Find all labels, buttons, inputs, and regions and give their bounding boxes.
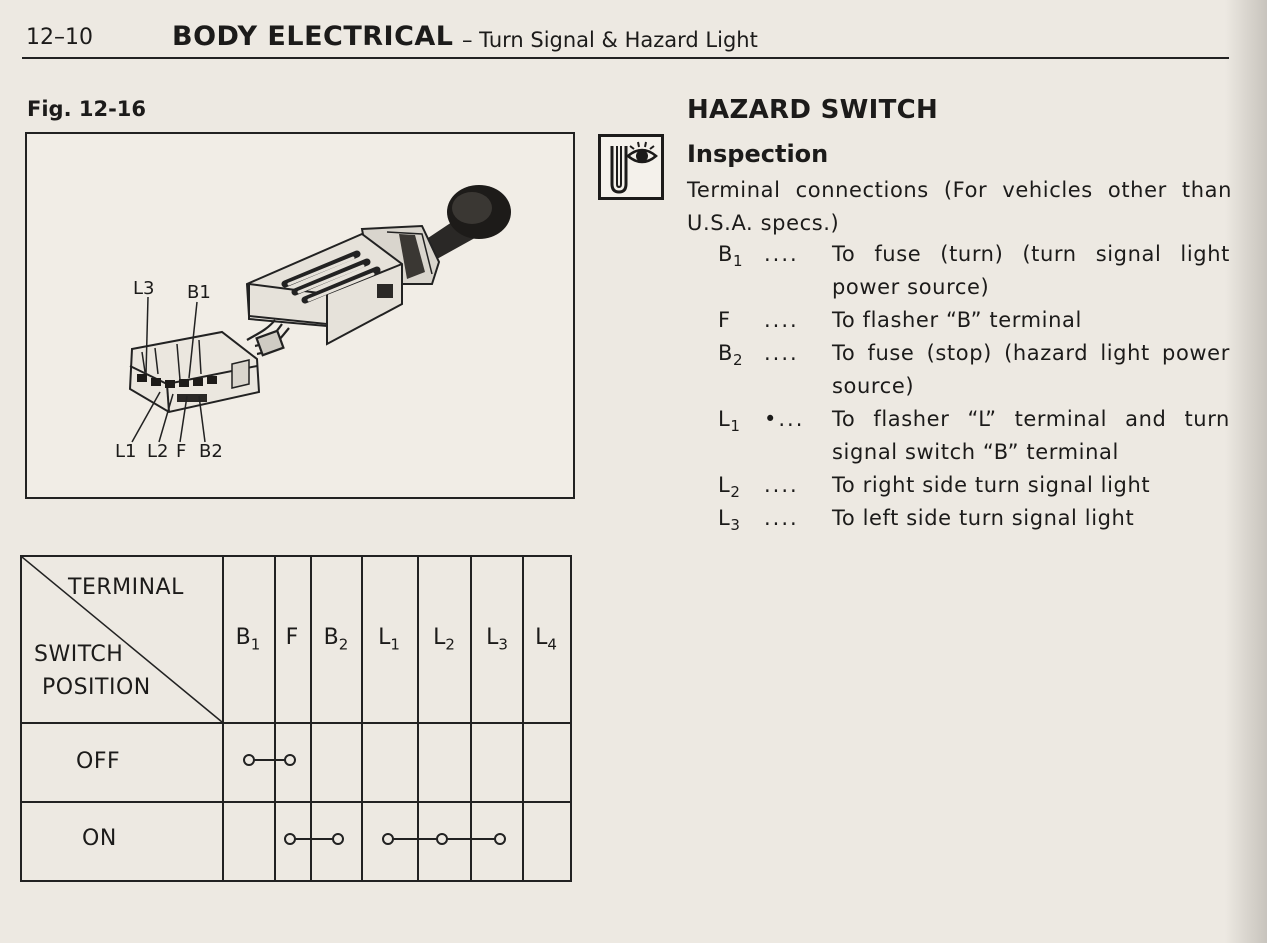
- terminal-row-l1-cont: [718, 436, 1230, 469]
- terminal-row-l3: [718, 502, 1230, 535]
- corner-label-position: POSITION: [42, 675, 151, 700]
- terminal-description: To flasher “L” terminal and turn: [832, 407, 1230, 431]
- terminal-description: To flasher “B” terminal: [832, 308, 1082, 332]
- column-header-b1: $B_1$: [235, 625, 261, 654]
- terminal-node: [244, 755, 254, 765]
- terminal-node: [437, 834, 447, 844]
- leader-dots: ....: [764, 506, 799, 530]
- column-header-f: F: [285, 625, 299, 650]
- intro-paragraph: [687, 174, 1232, 240]
- intro-word: Terminal: [687, 178, 781, 202]
- switch-body: [247, 234, 402, 344]
- terminal-description-cont: source): [832, 374, 915, 398]
- callout-f: F: [176, 441, 187, 462]
- callout-l3: L3: [133, 278, 155, 299]
- terminal-row-b1-cont: [718, 271, 1230, 304]
- on-continuity: [285, 834, 505, 844]
- wire-harness: [247, 320, 289, 355]
- terminal-description-cont: power source): [832, 275, 990, 299]
- terminal-description: To right side turn signal light: [832, 473, 1151, 497]
- column-header-l2: $L_2$: [433, 625, 455, 654]
- callout-b2: B2: [199, 441, 223, 462]
- leader-dots: ....: [764, 473, 799, 497]
- column-header-b2: $B_2$: [323, 625, 349, 654]
- leader-dots: •...: [764, 407, 805, 431]
- row-label-off: OFF: [76, 749, 121, 774]
- column-header-l4: $L_4$: [535, 625, 557, 654]
- callout-l2: L2: [147, 441, 169, 462]
- page-number: 12–10: [26, 25, 93, 50]
- page-edge-shadow: [1225, 0, 1267, 943]
- column-header-l1: $L_1$: [378, 625, 400, 654]
- intro-word: other: [1107, 178, 1167, 202]
- intro-word: connections: [795, 178, 929, 202]
- terminal-list: [718, 238, 1230, 535]
- leader-dots: ....: [764, 308, 799, 332]
- terminal-row-b1: [718, 238, 1230, 271]
- terminal-row-f: [718, 304, 1230, 337]
- terminal-code: F: [718, 308, 731, 332]
- row-label-on: ON: [82, 826, 117, 851]
- terminal-code: $L_1$: [718, 407, 741, 436]
- terminal-code: $B_2$: [718, 341, 744, 370]
- chapter-title: BODY ELECTRICAL: [172, 21, 454, 52]
- intro-word: vehicles: [1002, 178, 1093, 202]
- header-rule: [22, 57, 1229, 59]
- column-header-l3: $L_3$: [486, 625, 508, 654]
- terminal-description: To fuse (stop) (hazard light power: [832, 341, 1230, 365]
- inspection-heading: Inspection: [687, 140, 829, 168]
- callout-b1: B1: [187, 282, 211, 303]
- continuity-table: [20, 555, 572, 882]
- callout-l1: L1: [115, 441, 137, 462]
- hazard-switch-illustration: [27, 134, 573, 497]
- terminal-row-l2: [718, 469, 1230, 502]
- intro-word: than: [1181, 178, 1232, 202]
- terminal-description-cont: signal switch “B” terminal: [832, 440, 1119, 464]
- terminal-code: $L_2$: [718, 473, 741, 502]
- leader-dots: ....: [764, 341, 799, 365]
- intro-line-2: U.S.A. specs.): [687, 211, 840, 235]
- section-title: HAZARD SWITCH: [687, 95, 939, 125]
- terminal-description: To fuse (turn) (turn signal light: [832, 242, 1230, 266]
- terminal-node: [383, 834, 393, 844]
- terminal-code: $B_1$: [718, 242, 744, 271]
- off-continuity: [244, 755, 295, 765]
- intro-line-1: [687, 174, 1232, 207]
- terminal-node: [333, 834, 343, 844]
- terminal-row-b2-cont: [718, 370, 1230, 403]
- terminal-code: $L_3$: [718, 506, 741, 535]
- intro-word: (For: [943, 178, 988, 202]
- figure-label: Fig. 12-16: [27, 97, 147, 121]
- corner-label-switch: SWITCH: [34, 642, 124, 667]
- terminal-description: To left side turn signal light: [832, 506, 1135, 530]
- terminal-node: [285, 755, 295, 765]
- wire-connector: [130, 332, 259, 412]
- terminal-row-b2: [718, 337, 1230, 370]
- leader-dots: ....: [764, 242, 799, 266]
- terminal-row-l1: [718, 403, 1230, 436]
- inspection-eye-icon: [598, 134, 664, 200]
- terminal-node: [285, 834, 295, 844]
- corner-label-terminal: TERMINAL: [68, 575, 184, 600]
- terminal-node: [495, 834, 505, 844]
- hazard-switch-figure: [25, 132, 575, 499]
- chapter-subtitle: – Turn Signal & Hazard Light: [462, 28, 758, 52]
